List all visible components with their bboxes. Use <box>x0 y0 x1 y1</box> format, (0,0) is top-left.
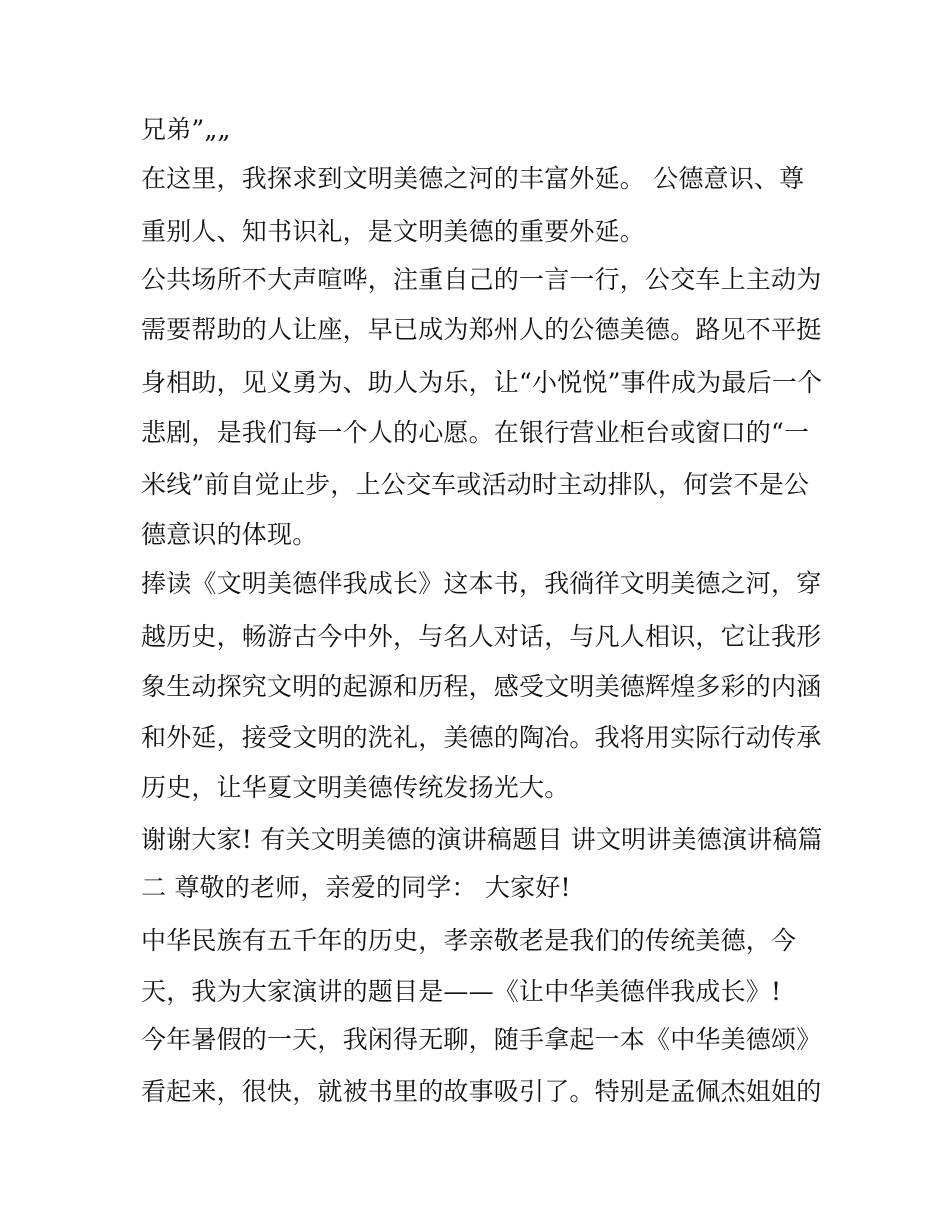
text-line: 重别人、知书识礼，是文明美德的重要外延。 <box>141 217 646 246</box>
text-line: 中华民族有五千年的历史，孝亲敬老是我们的传统美德，今 <box>141 926 797 955</box>
text-line: 天，我为大家演讲的题目是——《让中华美德伴我成长》! <box>141 977 782 1006</box>
text-line: 今年暑假的一天，我闲得无聊，随手拿起一本《中华美德颂》 <box>141 1025 822 1054</box>
text-line: 公共场所不大声喧哗，注重自己的一言一行，公交车上主动为 <box>141 265 822 294</box>
text-line: 象生动探究文明的起源和历程，感受文明美德辉煌多彩的内涵 <box>141 672 822 701</box>
text-line: 二 尊敬的老师，亲爱的同学： 大家好! <box>141 873 571 902</box>
text-line: 米线”前自觉止步，上公交车或活动时主动排队，何尝不是公 <box>141 470 810 499</box>
text-line: 越历史，畅游古今中外，与名人对话，与凡人相识，它让我形 <box>141 622 822 651</box>
text-line: 德意识的体现。 <box>141 520 318 549</box>
text-line: 需要帮助的人让座，早已成为郑州人的公德美德。路见不平挺 <box>141 315 822 344</box>
text-line: 悲剧，是我们每一个人的心愿。在银行营业柜台或窗口的“一 <box>141 418 810 447</box>
text-line: 捧读《文明美德伴我成长》这本书，我徜徉文明美德之河，穿 <box>141 569 822 598</box>
text-line: 在这里，我探求到文明美德之河的丰富外延。 公德意识、尊 <box>141 164 805 193</box>
text-line: 身相助，见义勇为、助人为乐，让“小悦悦”事件成为最后一个 <box>141 368 823 397</box>
text-line: 兄弟”„„ <box>141 115 231 144</box>
text-line: 历史，让华夏文明美德传统发扬光大。 <box>141 773 570 802</box>
text-line: 看起来，很快，就被书里的故事吸引了。特别是孟佩杰姐姐的 <box>141 1077 822 1106</box>
text-line: 谢谢大家! 有关文明美德的演讲稿题目 讲文明讲美德演讲稿篇 <box>141 825 823 854</box>
text-line: 和外延，接受文明的洗礼，美德的陶冶。我将用实际行动传承 <box>141 723 822 752</box>
